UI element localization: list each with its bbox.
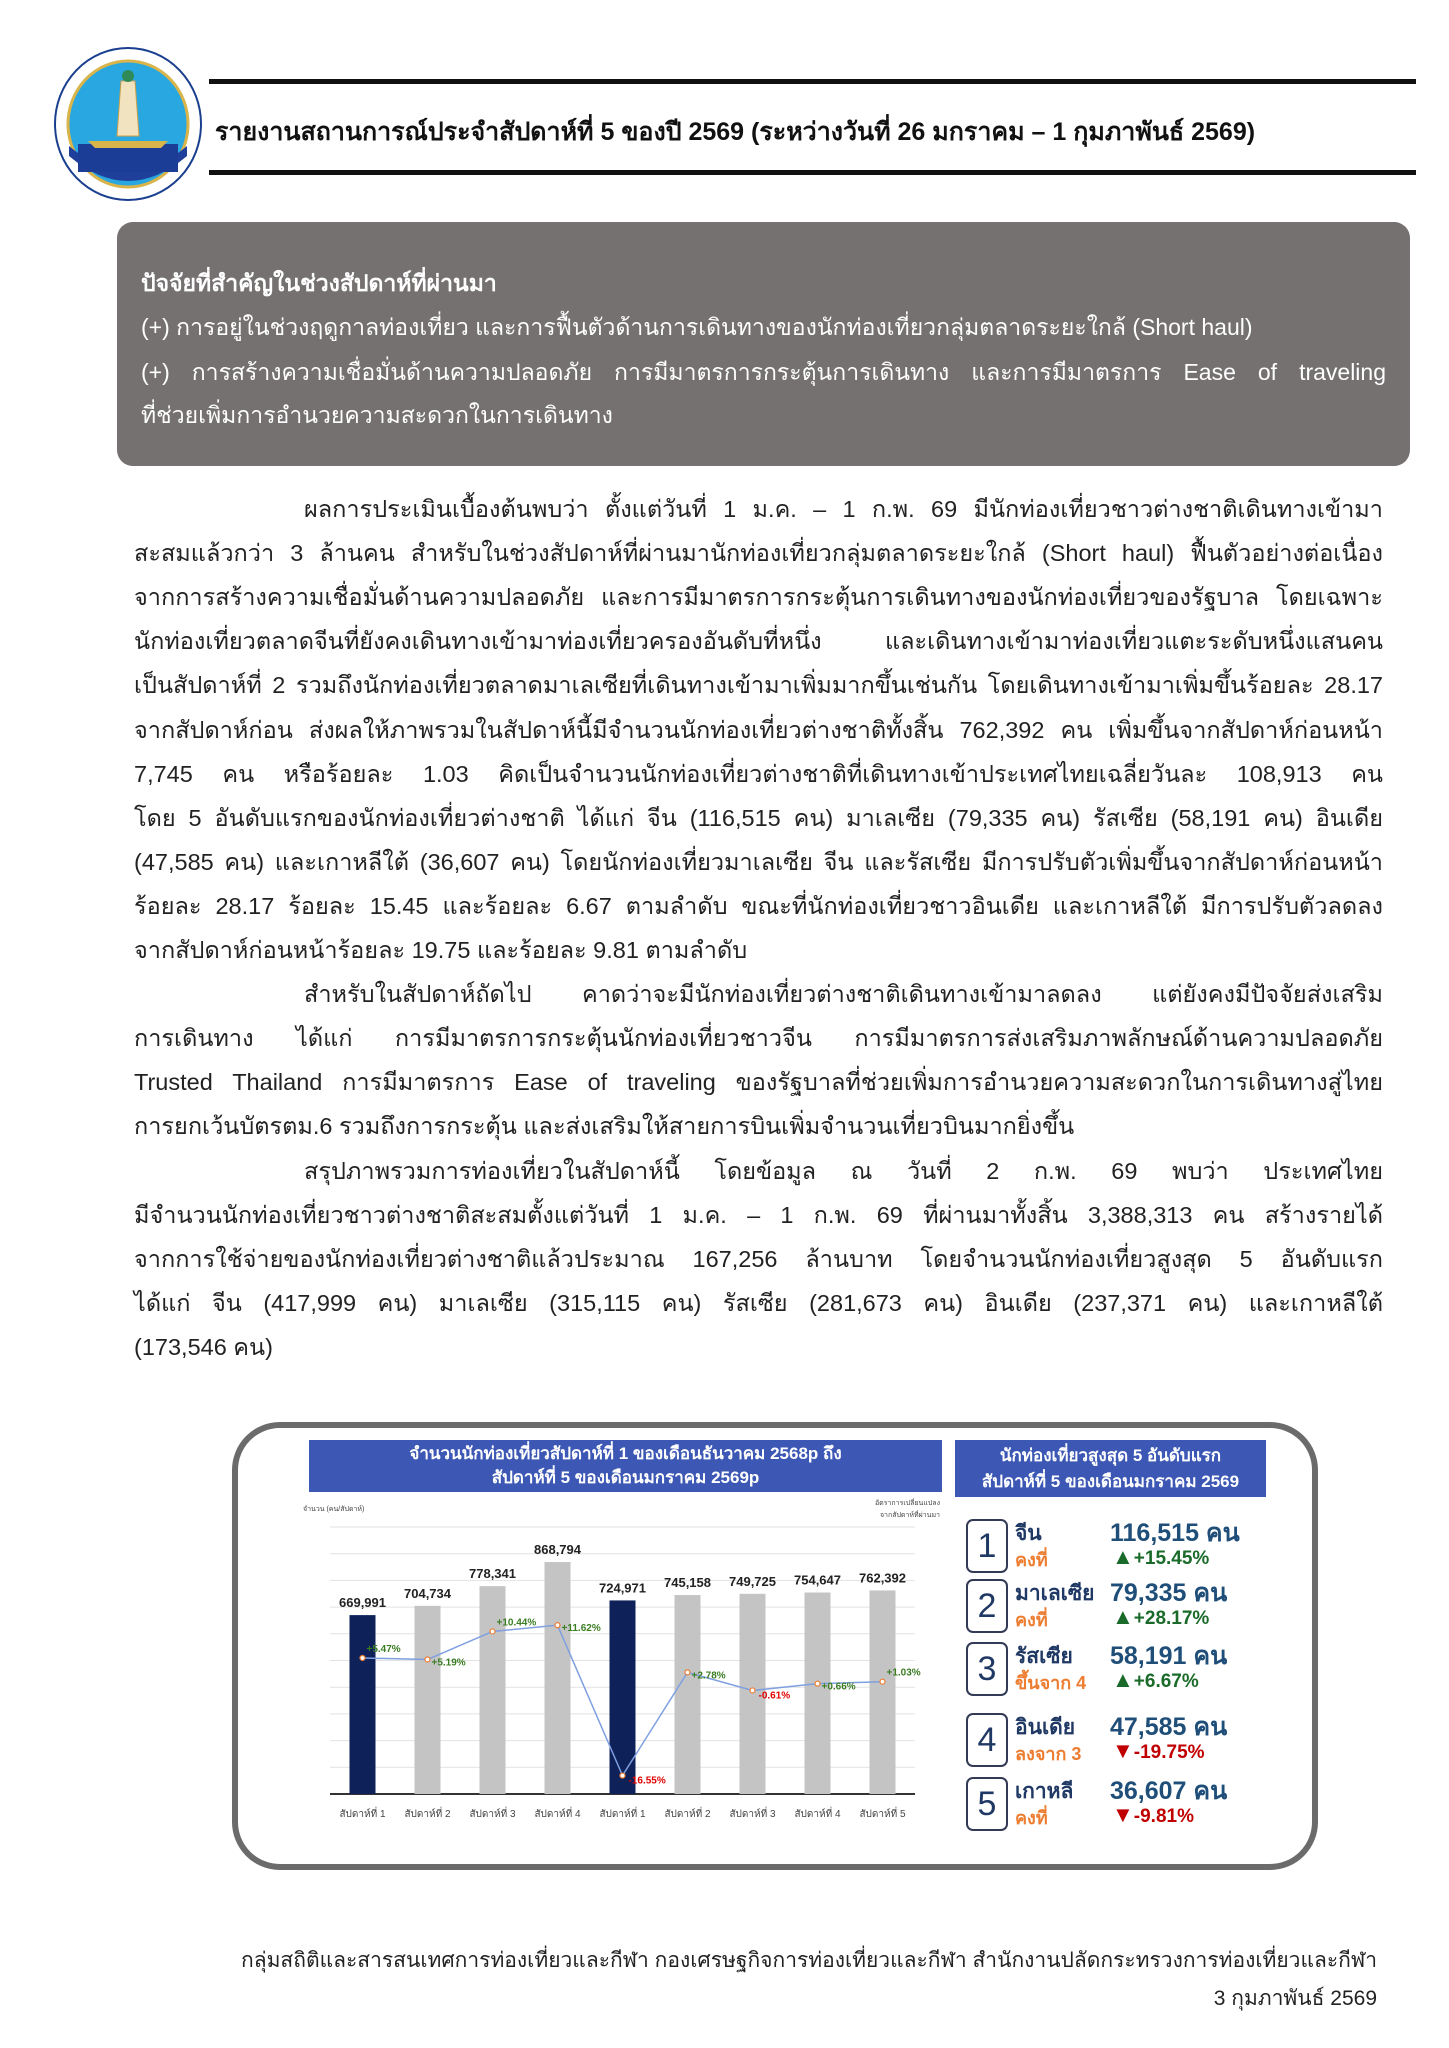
x-tick-label: สัปดาห์ที่ 1 xyxy=(599,1809,646,1820)
rank-badge: 2 xyxy=(966,1579,1008,1633)
rank-status: คงที่ xyxy=(1015,1550,1048,1570)
change-percent: -9.81% xyxy=(1133,1806,1194,1827)
rank-status: ลงจาก 3 xyxy=(1015,1744,1082,1764)
pct-change-point xyxy=(685,1670,690,1675)
pct-change-point xyxy=(880,1679,885,1684)
triangle-up-icon: ▲ xyxy=(1112,1667,1134,1692)
change-percent: +15.45% xyxy=(1133,1548,1210,1569)
key-factor-item: (+) การสร้างความเชื่อมั่นด้านความปลอดภัย การมีมาตรการกระตุ้นการเดินทาง และการมีมาตรการ Ease of traveling xyxy=(141,359,1386,385)
arrivals-value: 79,335 คน xyxy=(1110,1579,1228,1607)
pct-change-point xyxy=(815,1681,820,1686)
x-tick-label: สัปดาห์ที่ 3 xyxy=(729,1809,776,1820)
body-line: Trusted Thailand การมีมาตรการ Ease of traveling ของรัฐบาลที่ช่วยเพิ่มการอำนวยความสะดวกในการเดินทางสู่ไทย xyxy=(134,1069,1383,1096)
header-bottom-rule xyxy=(209,170,1416,175)
body-line: (47,585 คน) และเกาหลีใต้ (36,607 คน) โดยนักท่องเที่ยวมาเลเซีย จีน และรัสเซีย มีการปรับตัวเพิ่มขึ้นจากสัปดาห์ก่อนหน้า xyxy=(134,848,1383,875)
pct-change-label: +10.44% xyxy=(496,1617,537,1629)
footer-agency: กลุ่มสถิติและสารสนเทศการท่องเที่ยวและกีฬา กองเศรษฐกิจการท่องเที่ยวและกีฬา สำนักงานปลัดกระทรวงการท่องเที่ยวและกีฬา xyxy=(240,1949,1377,1972)
bar xyxy=(610,1600,636,1794)
bar-value-label: 762,392 xyxy=(859,1570,906,1586)
pct-change-label: +2.78% xyxy=(691,1670,726,1682)
pct-change-point xyxy=(490,1629,495,1634)
country-name: อินเดีย xyxy=(1015,1716,1076,1739)
rank-badge: 4 xyxy=(966,1713,1008,1767)
bar xyxy=(870,1590,896,1794)
chart-title xyxy=(309,1440,942,1492)
bar xyxy=(675,1595,701,1794)
ministry-logo xyxy=(52,46,204,202)
chart-title-line: สัปดาห์ที่ 5 ของเดือนมกราคม 2569p xyxy=(491,1468,760,1487)
x-tick-label: สัปดาห์ที่ 4 xyxy=(534,1809,581,1820)
body-line: (173,546 คน) xyxy=(134,1333,273,1360)
body-line: จากสัปดาห์ก่อน ส่งผลให้ภาพรวมในสัปดาห์นี้มีจำนวนนักท่องเที่ยวต่างชาติทั้งสิ้น 762,392 คน เพิ่มขึ้นจากสัปดาห์ก่อนหน้า xyxy=(134,716,1383,743)
body-line: ผลการประเมินเบื้องต้นพบว่า ตั้งแต่วันที่ 1 ม.ค. – 1 ก.พ. 69 มีนักท่องเที่ยวชาวต่างชาติเดินทางเข้ามา xyxy=(304,496,1383,522)
pct-change-point xyxy=(425,1657,430,1662)
change-row xyxy=(1112,1738,1205,1764)
body-line: การเดินทาง ได้แก่ การมีมาตรการกระตุ้นนักท่องเที่ยวชาวจีน การมีมาตรการส่งเสริมภาพลักษณ์ด้านความปลอดภัย xyxy=(134,1025,1383,1052)
country-name: มาเลเซีย xyxy=(1015,1582,1095,1605)
change-row xyxy=(1112,1604,1209,1630)
pct-change-point xyxy=(360,1655,365,1660)
header-top-rule xyxy=(209,79,1416,84)
body-line: จากสัปดาห์ก่อนหน้าร้อยละ 19.75 และร้อยละ 9.81 ตามลำดับ xyxy=(134,937,748,963)
change-row xyxy=(1112,1802,1194,1828)
x-tick-label: สัปดาห์ที่ 4 xyxy=(794,1809,841,1820)
bar-value-label: 754,647 xyxy=(794,1572,841,1588)
pct-change-label: -16.55% xyxy=(628,1775,666,1787)
bar xyxy=(545,1562,571,1794)
body-line: การยกเว้นบัตรตม.6 รวมถึงการกระตุ้น และส่งเสริมให้สายการบินเพิ่มจำนวนเที่ยวบินมากยิ่งขึ้น xyxy=(134,1113,1075,1140)
pct-change-point xyxy=(620,1773,625,1778)
rank-badge: 3 xyxy=(966,1642,1008,1696)
pct-change-label: +5.47% xyxy=(366,1643,401,1655)
pct-change-point xyxy=(750,1688,755,1693)
chart-title-line: จำนวนนักท่องเที่ยวสัปดาห์ที่ 1 ของเดือนธันวาคม 2568p ถึง xyxy=(409,1444,842,1463)
body-line: ร้อยละ 28.17 ร้อยละ 15.45 และร้อยละ 6.67 ตามลำดับ ขณะที่นักท่องเที่ยวชาวอินเดีย และเกาหลีใต้ มีการปรับตัวลดลง xyxy=(134,892,1383,919)
bar-value-label: 778,341 xyxy=(469,1566,516,1582)
body-line: 7,745 คน หรือร้อยละ 1.03 คิดเป็นจำนวนนักท่องเที่ยวต่างชาติที่เดินทางเข้าประเทศไทยเฉลี่ยวันละ 108,913 คน xyxy=(134,760,1383,787)
x-tick-label: สัปดาห์ที่ 2 xyxy=(404,1809,451,1820)
key-factor-item: (+) การอยู่ในช่วงฤดูกาลท่องเที่ยว และการฟื้นตัวด้านการเดินทางของนักท่องเที่ยวกลุ่มตลาดระยะใกล้ (Short haul) xyxy=(141,314,1253,340)
body-line: มีจำนวนนักท่องเที่ยวชาวต่างชาติสะสมตั้งแต่วันที่ 1 ม.ค. – 1 ก.พ. 69 ที่ผ่านมาทั้งสิ้น 3,388,313 คน สร้างรายได้ xyxy=(134,1201,1383,1228)
triangle-up-icon: ▲ xyxy=(1112,1604,1134,1629)
weekly-arrivals-chart xyxy=(300,1495,945,1840)
country-name: จีน xyxy=(1015,1522,1042,1545)
triangle-down-icon: ▼ xyxy=(1112,1738,1134,1763)
top5-title-line: นักท่องเที่ยวสูงสุด 5 อันดับแรก xyxy=(999,1446,1222,1465)
body-line: จากการใช้จ่ายของนักท่องเที่ยวต่างชาติแล้วประมาณ 167,256 ล้านบาท โดยจำนวนนักท่องเที่ยวสูงสุด 5 อันดับแรก xyxy=(134,1245,1383,1272)
body-line: ได้แก่ จีน (417,999 คน) มาเลเซีย (315,115 คน) รัสเซีย (281,673 คน) อินเดีย (237,371 คน) และเกาหลีใต้ xyxy=(134,1289,1383,1316)
rank-status: คงที่ xyxy=(1015,1610,1048,1630)
top5-title xyxy=(955,1440,1266,1497)
key-factors-box xyxy=(117,222,1410,466)
body-line: โดย 5 อันดับแรกของนักท่องเที่ยวต่างชาติ ได้แก่ จีน (116,515 คน) มาเลเซีย (79,335 คน) รัสเซีย (58,191 คน) อินเดีย xyxy=(134,804,1383,831)
bar-value-label: 868,794 xyxy=(534,1542,581,1558)
change-percent: +28.17% xyxy=(1133,1608,1210,1629)
report-title: รายงานสถานการณ์ประจำสัปดาห์ที่ 5 ของปี 2569 (ระหว่างวันที่ 26 มกราคม – 1 กุมภาพันธ์ 2569) xyxy=(215,118,1256,146)
bar-value-label: 745,158 xyxy=(664,1575,711,1591)
y2-axis-label: อัตราการเปลี่ยนแปลง xyxy=(874,1500,940,1507)
bar xyxy=(415,1606,441,1794)
change-percent: +6.67% xyxy=(1133,1671,1199,1692)
country-name: รัสเซีย xyxy=(1015,1645,1073,1668)
body-line: สำหรับในสัปดาห์ถัดไป คาดว่าจะมีนักท่องเที่ยวต่างชาติเดินทางเข้ามาลดลง แต่ยังคงมีปัจจัยส่งเสริม xyxy=(304,981,1383,1008)
pct-change-label: -0.61% xyxy=(758,1690,791,1702)
x-tick-label: สัปดาห์ที่ 3 xyxy=(469,1809,516,1820)
bar-value-label: 704,734 xyxy=(404,1585,451,1601)
country-name: เกาหลี xyxy=(1015,1780,1074,1803)
body-line: นักท่องเที่ยวตลาดจีนที่ยังคงเดินทางเข้ามาท่องเที่ยวครองอันดับที่หนึ่ง และเดินทางเข้ามาท่องเที่ยวแตะระดับหนึ่งแสนคน xyxy=(134,628,1383,655)
triangle-down-icon: ▼ xyxy=(1112,1802,1134,1827)
pct-change-point xyxy=(555,1623,560,1628)
bar xyxy=(805,1593,831,1794)
x-tick-label: สัปดาห์ที่ 2 xyxy=(664,1809,711,1820)
rank-status: คงที่ xyxy=(1015,1808,1048,1828)
key-factors-heading: ปัจจัยที่สำคัญในช่วงสัปดาห์ที่ผ่านมา xyxy=(141,270,497,296)
y2-axis-label: จากสัปดาห์ที่ผ่านมา xyxy=(879,1512,940,1519)
triangle-up-icon: ▲ xyxy=(1112,1544,1134,1569)
rank-status: ขึ้นจาก 4 xyxy=(1015,1673,1087,1693)
body-line: เป็นสัปดาห์ที่ 2 รวมถึงนักท่องเที่ยวตลาดมาเลเซียที่เดินทางเข้ามาเพิ่มมากขึ้นเช่นกัน โดยเดินทางเข้ามาเพิ่มขึ้นร้อยละ 28.17 xyxy=(134,672,1383,699)
bar-value-label: 669,991 xyxy=(339,1595,386,1611)
body-line: สรุปภาพรวมการท่องเที่ยวในสัปดาห์นี้ โดยข้อมูล ณ วันที่ 2 ก.พ. 69 พบว่า ประเทศไทย xyxy=(304,1157,1383,1184)
y-axis-label: จำนวน (คน/สัปดาห์) xyxy=(303,1506,365,1513)
bar xyxy=(350,1615,376,1794)
arrivals-value: 116,515 คน xyxy=(1110,1519,1240,1547)
change-percent: -19.75% xyxy=(1133,1742,1205,1763)
pct-change-label: +5.19% xyxy=(431,1657,466,1669)
rank-badge: 5 xyxy=(966,1777,1008,1831)
body-line: สะสมแล้วกว่า 3 ล้านคน สำหรับในช่วงสัปดาห์ที่ผ่านมานักท่องเที่ยวกลุ่มตลาดระยะใกล้ (Short haul) ฟื้นตัวอย่างต่อเนื่อง xyxy=(134,540,1383,567)
arrivals-value: 36,607 คน xyxy=(1110,1777,1228,1805)
footer-date: 3 กุมภาพันธ์ 2569 xyxy=(1213,1987,1377,2010)
pct-change-label: +11.62% xyxy=(561,1623,601,1635)
pct-change-label: +1.03% xyxy=(886,1667,921,1679)
change-row xyxy=(1112,1544,1209,1570)
rank-badge: 1 xyxy=(966,1519,1008,1573)
top5-title-line: สัปดาห์ที่ 5 ของเดือนมกราคม 2569 xyxy=(981,1472,1240,1491)
bar-value-label: 724,971 xyxy=(599,1580,646,1596)
x-tick-label: สัปดาห์ที่ 1 xyxy=(339,1809,386,1820)
bar-value-label: 749,725 xyxy=(729,1573,776,1589)
arrivals-value: 58,191 คน xyxy=(1110,1642,1228,1670)
key-factor-item: ที่ช่วยเพิ่มการอำนวยความสะดวกในการเดินทาง xyxy=(141,402,613,428)
change-row xyxy=(1112,1667,1199,1693)
pct-change-label: +0.66% xyxy=(821,1681,856,1693)
body-line: จากการสร้างความเชื่อมั่นด้านความปลอดภัย และการมีมาตรการกระตุ้นการเดินทางของนักท่องเที่ยวของรัฐบาล โดยเฉพาะ xyxy=(134,584,1383,611)
arrivals-value: 47,585 คน xyxy=(1110,1713,1228,1741)
x-tick-label: สัปดาห์ที่ 5 xyxy=(859,1809,906,1820)
